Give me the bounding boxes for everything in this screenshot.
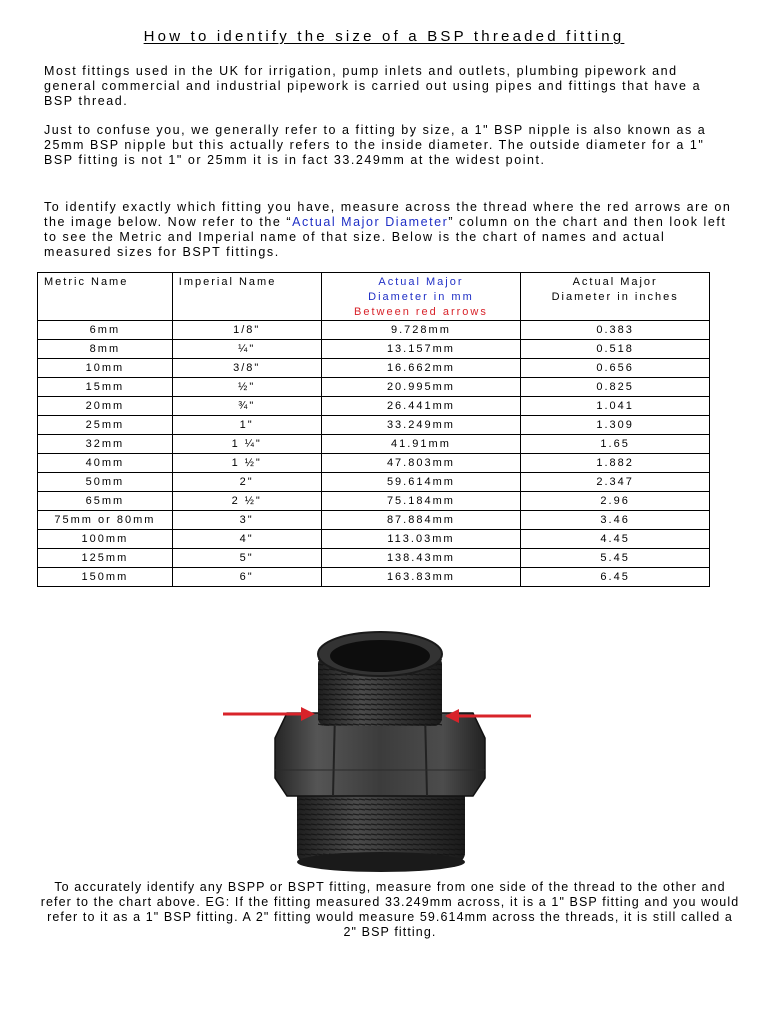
- diameter-inches-cell: 2.96: [521, 492, 710, 511]
- header-imperial-name: Imperial Name: [172, 273, 321, 321]
- size-explanation-paragraph: Just to confuse you, we generally refer to a fitting by size, a 1" BSP nipple is also known as a 25mm BSP nipple but this actually refers to the inside diameter. The outside diameter for a 1" BSP fitting is not 1" or 25mm it is in fact 33.249mm at the widest point.: [44, 123, 707, 167]
- imperial-name-cell: 1": [172, 416, 321, 435]
- table-row: [38, 511, 710, 530]
- instructions-text-2: ” column on the chart and then look left to see the Metric and Imperial name of that size. Below is the chart of names and actual measured sizes for BSPT fittings.: [44, 215, 727, 259]
- table-row: [38, 321, 710, 340]
- header-inches-line2: Diameter in inches: [551, 291, 679, 303]
- table-row: [38, 378, 710, 397]
- diameter-inches-cell: 1.309: [521, 416, 710, 435]
- imperial-name-cell: 2": [172, 473, 321, 492]
- table-body: [38, 321, 710, 587]
- diameter-inches-cell: 0.656: [521, 359, 710, 378]
- table-row: [38, 340, 710, 359]
- actual-major-diameter-highlight: Actual Major Diameter: [292, 215, 449, 229]
- diameter-mm-cell: 26.441mm: [321, 397, 521, 416]
- header-diameter-mm: [321, 273, 521, 321]
- table-row: [38, 416, 710, 435]
- table-row: [38, 359, 710, 378]
- table-row: [38, 473, 710, 492]
- header-mm-line1: Actual Major: [378, 276, 464, 288]
- table-row: [38, 568, 710, 587]
- page-title: How to identify the size of a BSP threaded fitting: [143, 28, 625, 45]
- diameter-inches-cell: 1.65: [521, 435, 710, 454]
- metric-name-cell: 150mm: [38, 568, 173, 587]
- diameter-inches-cell: 2.347: [521, 473, 710, 492]
- diameter-mm-cell: 41.91mm: [321, 435, 521, 454]
- metric-name-cell: 50mm: [38, 473, 173, 492]
- header-diameter-inches: [521, 273, 710, 321]
- header-inches-line1: Actual Major: [572, 276, 658, 288]
- diameter-mm-cell: 87.884mm: [321, 511, 521, 530]
- diameter-mm-cell: 59.614mm: [321, 473, 521, 492]
- measurement-caption: To accurately identify any BSPP or BSPT fitting, measure from one side of the thread to the other and refer to the chart above. EG: If the fitting measured 33.249mm across, it is a 1" BSP fitting and you would refer to it as a 1" BSP fitting. A 2" fitting would measure 59.614mm across the threads, it is still called a 2" BSP fitting.: [40, 880, 740, 939]
- table-row: [38, 530, 710, 549]
- diameter-inches-cell: 0.383: [521, 321, 710, 340]
- imperial-name-cell: 4": [172, 530, 321, 549]
- diameter-mm-cell: 113.03mm: [321, 530, 521, 549]
- metric-name-cell: 40mm: [38, 454, 173, 473]
- diameter-mm-cell: 138.43mm: [321, 549, 521, 568]
- diameter-mm-cell: 47.803mm: [321, 454, 521, 473]
- table-row: [38, 397, 710, 416]
- imperial-name-cell: 3": [172, 511, 321, 530]
- header-metric-name: Metric Name: [38, 273, 173, 321]
- table-row: [38, 454, 710, 473]
- diameter-inches-cell: 0.825: [521, 378, 710, 397]
- metric-name-cell: 20mm: [38, 397, 173, 416]
- diameter-mm-cell: 16.662mm: [321, 359, 521, 378]
- diameter-inches-cell: 6.45: [521, 568, 710, 587]
- bsp-size-table: [37, 272, 710, 587]
- imperial-name-cell: ½": [172, 378, 321, 397]
- table-row: [38, 549, 710, 568]
- metric-name-cell: 15mm: [38, 378, 173, 397]
- imperial-name-cell: ¾": [172, 397, 321, 416]
- metric-name-cell: 6mm: [38, 321, 173, 340]
- imperial-name-cell: 3/8": [172, 359, 321, 378]
- bsp-nipple-fitting-image: [215, 618, 545, 878]
- imperial-name-cell: 1 ½": [172, 454, 321, 473]
- measure-instructions-paragraph: [44, 200, 734, 260]
- metric-name-cell: 8mm: [38, 340, 173, 359]
- left-red-arrow: [223, 707, 315, 721]
- header-mm-line2: Diameter in mm: [368, 291, 474, 303]
- intro-paragraph: Most fittings used in the UK for irrigation, pump inlets and outlets, plumbing pipework and general commercial and industrial pipework is carried out using pipes and fittings that have a BSP thread.: [44, 64, 702, 108]
- diameter-inches-cell: 5.45: [521, 549, 710, 568]
- diameter-inches-cell: 1.882: [521, 454, 710, 473]
- imperial-name-cell: 1 ¼": [172, 435, 321, 454]
- diameter-inches-cell: 1.041: [521, 397, 710, 416]
- metric-name-cell: 25mm: [38, 416, 173, 435]
- metric-name-cell: 100mm: [38, 530, 173, 549]
- header-mm-note: Between red arrows: [354, 306, 488, 318]
- imperial-name-cell: ¼": [172, 340, 321, 359]
- table-row: [38, 492, 710, 511]
- diameter-mm-cell: 13.157mm: [321, 340, 521, 359]
- table-header-row: [38, 273, 710, 321]
- diameter-mm-cell: 163.83mm: [321, 568, 521, 587]
- diameter-inches-cell: 4.45: [521, 530, 710, 549]
- imperial-name-cell: 5": [172, 549, 321, 568]
- right-red-arrow: [445, 709, 531, 723]
- metric-name-cell: 75mm or 80mm: [38, 511, 173, 530]
- table-row: [38, 435, 710, 454]
- imperial-name-cell: 6": [172, 568, 321, 587]
- diameter-mm-cell: 75.184mm: [321, 492, 521, 511]
- imperial-name-cell: 2 ½": [172, 492, 321, 511]
- diameter-inches-cell: 3.46: [521, 511, 710, 530]
- metric-name-cell: 65mm: [38, 492, 173, 511]
- diameter-mm-cell: 33.249mm: [321, 416, 521, 435]
- metric-name-cell: 10mm: [38, 359, 173, 378]
- diameter-mm-cell: 20.995mm: [321, 378, 521, 397]
- imperial-name-cell: 1/8": [172, 321, 321, 340]
- diameter-inches-cell: 0.518: [521, 340, 710, 359]
- metric-name-cell: 32mm: [38, 435, 173, 454]
- diameter-mm-cell: 9.728mm: [321, 321, 521, 340]
- instructions-text-1: To identify exactly which fitting you have, measure across the thread where the red arrows are on the image below. Now refer to the “: [44, 200, 732, 229]
- metric-name-cell: 125mm: [38, 549, 173, 568]
